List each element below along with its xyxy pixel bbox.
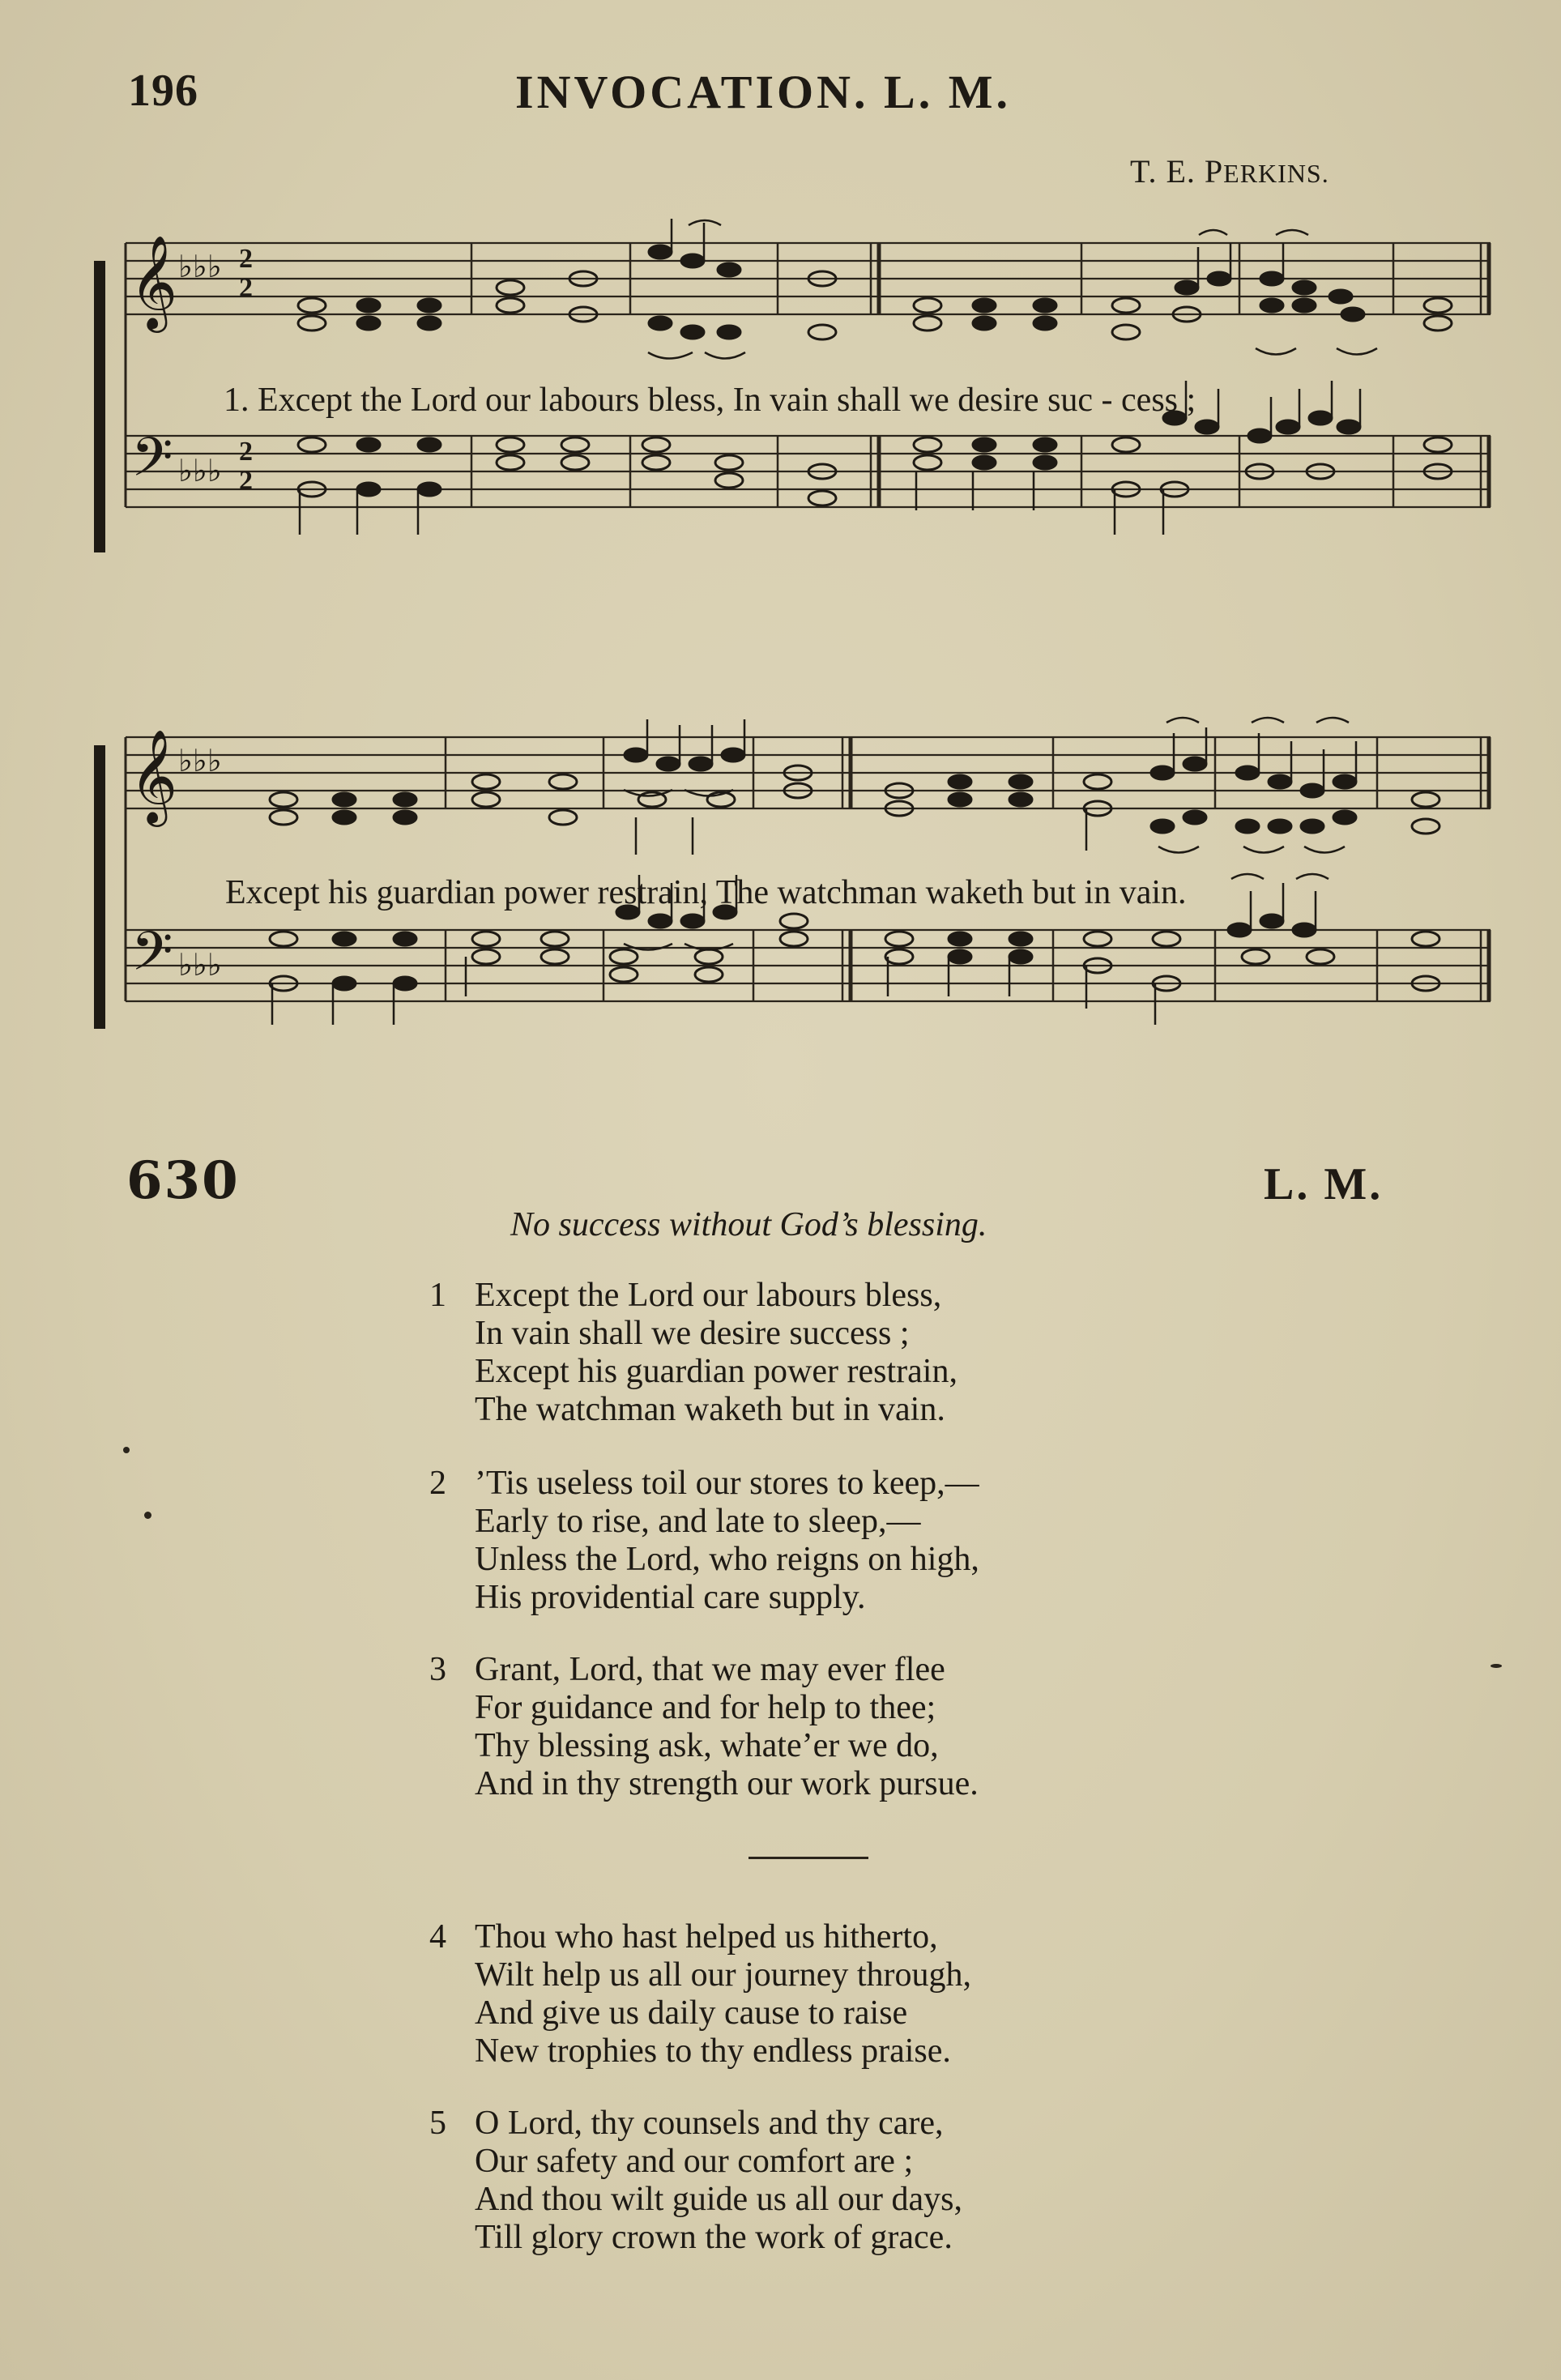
stanza-line: Grant, Lord, that we may ever flee xyxy=(475,1651,945,1688)
print-speck xyxy=(144,1512,151,1519)
treble-clef-icon: 𝄞 xyxy=(130,234,178,329)
print-speck xyxy=(1491,1664,1502,1668)
hymn-number: 630 xyxy=(126,1150,240,1211)
stanza-line: For guidance and for help to thee; xyxy=(475,1689,936,1726)
stanza-number: 5 xyxy=(429,2105,446,2142)
treble-staff xyxy=(126,737,1491,808)
stanza-line: Till glory crown the work of grace. xyxy=(475,2219,953,2256)
system-2-lyric: Except his guardian power restrain, The watchman waketh but in vain. xyxy=(225,874,1187,911)
stanza-line: Our safety and our comfort are ; xyxy=(475,2143,914,2180)
stanza-number: 1 xyxy=(429,1277,446,1314)
stanza-line: Except his guardian power restrain, xyxy=(475,1353,957,1390)
key-signature-flats: ♭♭♭ xyxy=(178,250,222,284)
stanza-number: 2 xyxy=(429,1465,446,1502)
stanza-number: 4 xyxy=(429,1918,446,1956)
stanza-line: And thou wilt guide us all our days, xyxy=(475,2181,962,2218)
stanza-number: 3 xyxy=(429,1651,446,1688)
composer-initials: T. E. xyxy=(1130,153,1205,190)
time-signature: 2 xyxy=(239,466,253,496)
treble-clef-icon: 𝄞 xyxy=(130,728,178,823)
system-1-lyric: 1. Except the Lord our labours bless, In vain shall we desire suc - cess ; xyxy=(224,382,1196,419)
stanza-line: ’Tis useless toil our stores to keep,— xyxy=(475,1465,979,1502)
key-signature-flats: ♭♭♭ xyxy=(178,744,222,778)
composer-surname-initial: P xyxy=(1204,153,1224,190)
stanza-line: The watchman waketh but in vain. xyxy=(475,1391,945,1428)
tune-title: INVOCATION. L. M. xyxy=(515,66,1011,118)
stanza-line: And in thy strength our work pursue. xyxy=(475,1765,979,1802)
composer-credit xyxy=(1130,152,1329,190)
note-stems xyxy=(300,219,1360,535)
stanza-line: His providential care supply. xyxy=(475,1579,866,1616)
print-speck xyxy=(123,1447,130,1453)
stanza-line: Thou who hast helped us hitherto, xyxy=(475,1918,938,1956)
system-bracket xyxy=(94,745,105,1029)
stanza-line: New trophies to thy endless praise. xyxy=(475,2032,951,2070)
time-signature: 2 xyxy=(239,437,253,467)
page-number: 196 xyxy=(128,66,198,116)
composer-surname-rest: ERKINS. xyxy=(1223,159,1329,188)
stanza-line: Wilt help us all our journey through, xyxy=(475,1956,972,1994)
stanza-line: Thy blessing ask, whate’er we do, xyxy=(475,1727,939,1764)
section-divider xyxy=(749,1857,868,1859)
stanza-line: Except the Lord our labours bless, xyxy=(475,1277,942,1314)
bass-clef-icon: 𝄢 xyxy=(131,920,173,996)
slurs xyxy=(648,219,1377,359)
stanza-line: O Lord, thy counsels and thy care, xyxy=(475,2105,944,2142)
key-signature-flats: ♭♭♭ xyxy=(178,949,222,983)
system-bracket xyxy=(94,261,105,552)
stanza-line: Early to rise, and late to sleep,— xyxy=(475,1503,921,1540)
key-signature-flats: ♭♭♭ xyxy=(178,454,222,488)
hymn-subtitle: No success without God’s blessing. xyxy=(510,1206,987,1243)
time-signature: 2 xyxy=(239,244,253,274)
stanza-line: And give us daily cause to raise xyxy=(475,1994,908,2032)
stanza-line: Unless the Lord, who reigns on high, xyxy=(475,1541,979,1578)
stanza-line: In vain shall we desire success ; xyxy=(475,1315,910,1352)
hymn-meter: L. M. xyxy=(1264,1159,1384,1209)
time-signature: 2 xyxy=(239,273,253,303)
bass-clef-icon: 𝄢 xyxy=(131,426,173,501)
